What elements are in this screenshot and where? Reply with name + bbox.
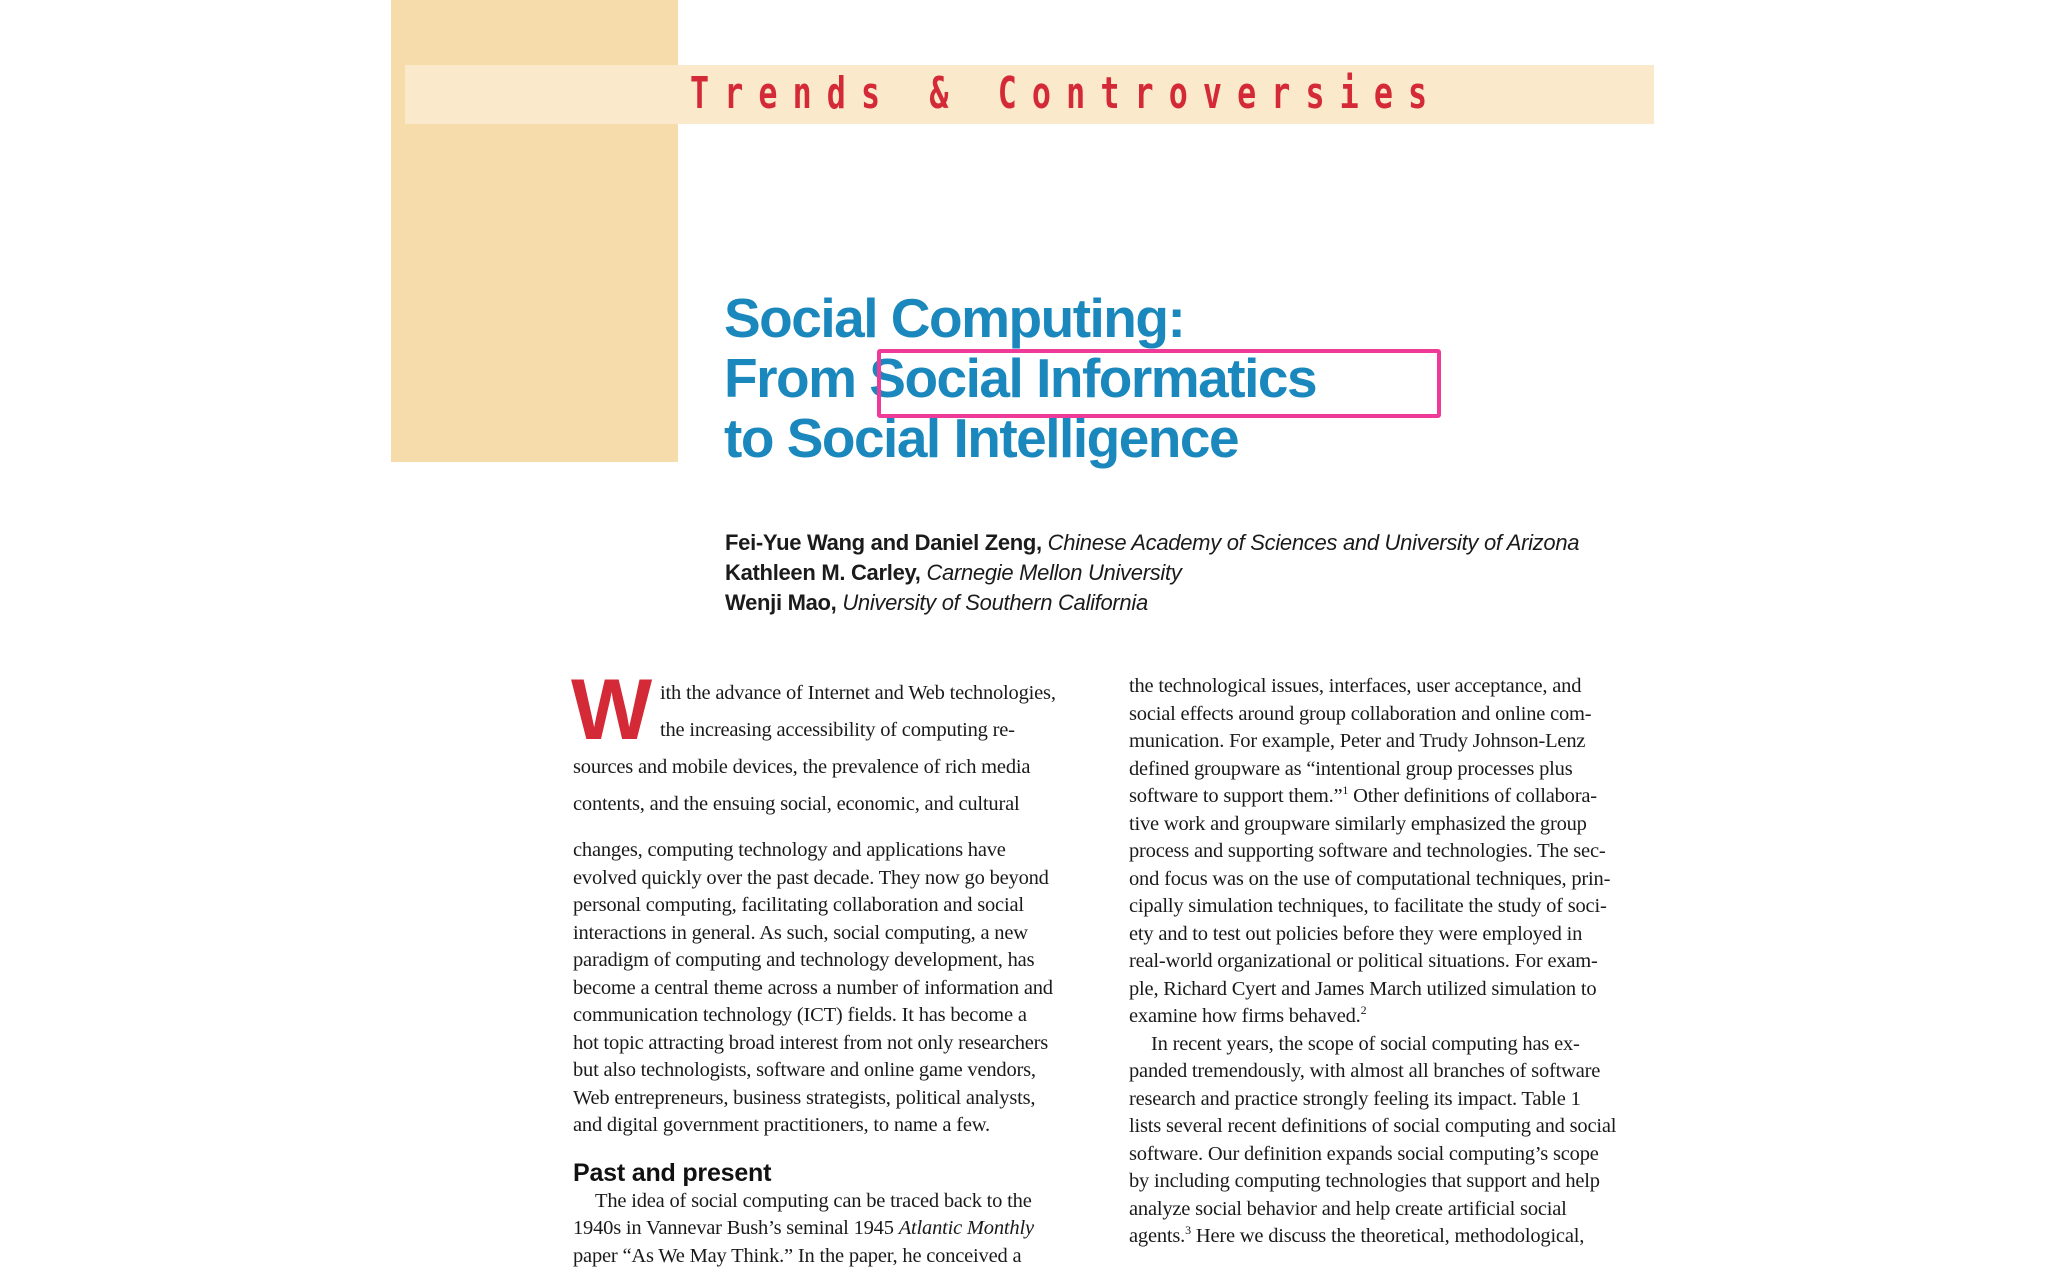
text-line: ple, Richard Cyert and James March utilized simulation to: [1129, 977, 1597, 1000]
text-span: agents.: [1129, 1225, 1186, 1247]
section-heading: Past and present: [573, 1158, 772, 1187]
text-line: personal computing, facilitating collaboration and social: [573, 894, 1024, 916]
highlight-box: [877, 349, 1441, 418]
text-line: social effects around group collaboration and online com-: [1129, 702, 1592, 725]
text-line: [1129, 783, 1659, 811]
text-line: ond focus was on the use of computational techniques, prin-: [1129, 867, 1611, 890]
author-list: [725, 528, 1579, 618]
text-line: panded tremendously, with almost all branches of software: [1129, 1060, 1601, 1082]
body-paragraph: [573, 837, 1103, 1140]
text-line: research and practice strongly feeling its impact. Table 1: [1129, 1087, 1581, 1110]
text-line: by including computing technologies that support and help: [1129, 1170, 1600, 1192]
text-line: evolved quickly over the past decade. They now go beyond: [573, 866, 1049, 889]
text-line: paper “As We May Think.” In the paper, he conceived a: [573, 1244, 1022, 1267]
journal-name: Atlantic Monthly: [898, 1217, 1034, 1239]
text-line: become a central theme across a number of information and: [573, 976, 1053, 999]
left-column: [573, 675, 1103, 1270]
text-span: examine how firms behaved.: [1129, 1005, 1361, 1027]
text-line: analyze social behavior and help create artificial social: [1129, 1197, 1567, 1220]
text-line: the increasing accessibility of computing re-: [660, 719, 1015, 741]
text-line: ith the advance of Internet and Web technologies,: [660, 682, 1056, 704]
author-affiliation: Carnegie Mellon University: [926, 560, 1182, 585]
text-line: Web entrepreneurs, business strategists, political analysts,: [573, 1086, 1036, 1109]
author-line: [725, 558, 1579, 588]
text-span: software to support them.”: [1129, 785, 1343, 807]
text-span: Other definitions of collabora-: [1348, 785, 1597, 807]
text-line: ety and to test out policies before they were employed in: [1129, 922, 1583, 945]
text-line: software. Our definition expands social computing’s scope: [1129, 1142, 1599, 1165]
text-line: changes, computing technology and applications have: [573, 839, 1006, 861]
text-line: In recent years, the scope of social computing has ex-: [1151, 1032, 1580, 1055]
title-line-1: Social Computing:: [724, 287, 1185, 349]
right-column: [1129, 673, 1659, 1251]
author-line: [725, 528, 1579, 558]
text-line: sources and mobile devices, the prevalence of rich media: [573, 756, 1031, 778]
footnote-marker: 3: [1185, 1223, 1191, 1238]
text-line: lists several recent definitions of social computing and social: [1129, 1115, 1617, 1137]
text-line: contents, and the ensuing social, economic, and cultural: [573, 793, 1020, 815]
text-line: but also technologists, software and online game vendors,: [573, 1059, 1036, 1081]
text-line: cipally simulation techniques, to facilitate the study of soci-: [1129, 895, 1607, 917]
text-line: defined groupware as “intentional group processes plus: [1129, 757, 1573, 780]
text-line: [1129, 1223, 1659, 1251]
text-line: [573, 1215, 1103, 1243]
author-name: Wenji Mao,: [725, 590, 837, 615]
drop-cap: W: [571, 662, 653, 758]
author-affiliation: University of Southern California: [842, 590, 1148, 615]
footnote-marker: 1: [1342, 783, 1349, 798]
author-affiliation: Chinese Academy of Sciences and University of Arizona: [1047, 530, 1580, 555]
text-line: interactions in general. As such, social computing, a new: [573, 921, 1028, 944]
text-span: 1940s in Vannevar Bush’s seminal 1945: [573, 1217, 899, 1239]
text-span: Here we discuss the theoretical, methodological,: [1190, 1225, 1585, 1247]
text-line: communication technology (ICT) fields. It has become a: [573, 1004, 1027, 1026]
title-line-2: From Social Informatics: [724, 347, 1317, 409]
text-line: and digital government practitioners, to name a few.: [573, 1114, 990, 1136]
author-name: Kathleen M. Carley,: [725, 560, 921, 585]
text-line: the technological issues, interfaces, user acceptance, and: [1129, 675, 1582, 697]
author-line: [725, 588, 1579, 618]
title-line-3: to Social Intelligence: [724, 407, 1239, 469]
footnote-marker: 2: [1360, 1003, 1367, 1018]
text-line: real-world organizational or political situations. For exam-: [1129, 950, 1598, 972]
text-line: munication. For example, Peter and Trudy Johnson-Lenz: [1129, 730, 1586, 752]
text-line: [1129, 1003, 1659, 1031]
intro-paragraph: [573, 675, 1103, 823]
text-line: process and supporting software and technologies. The sec-: [1129, 840, 1606, 862]
text-line: hot topic attracting broad interest from not only researchers: [573, 1031, 1049, 1054]
text-line: tive work and groupware similarly emphasized the group: [1129, 812, 1587, 835]
text-line: paradigm of computing and technology development, has: [573, 949, 1035, 971]
author-name: Fei-Yue Wang and Daniel Zeng,: [725, 530, 1042, 555]
banner-title: Trends & Controversies: [690, 68, 1443, 119]
text-line: The idea of social computing can be traced back to the: [595, 1189, 1032, 1212]
